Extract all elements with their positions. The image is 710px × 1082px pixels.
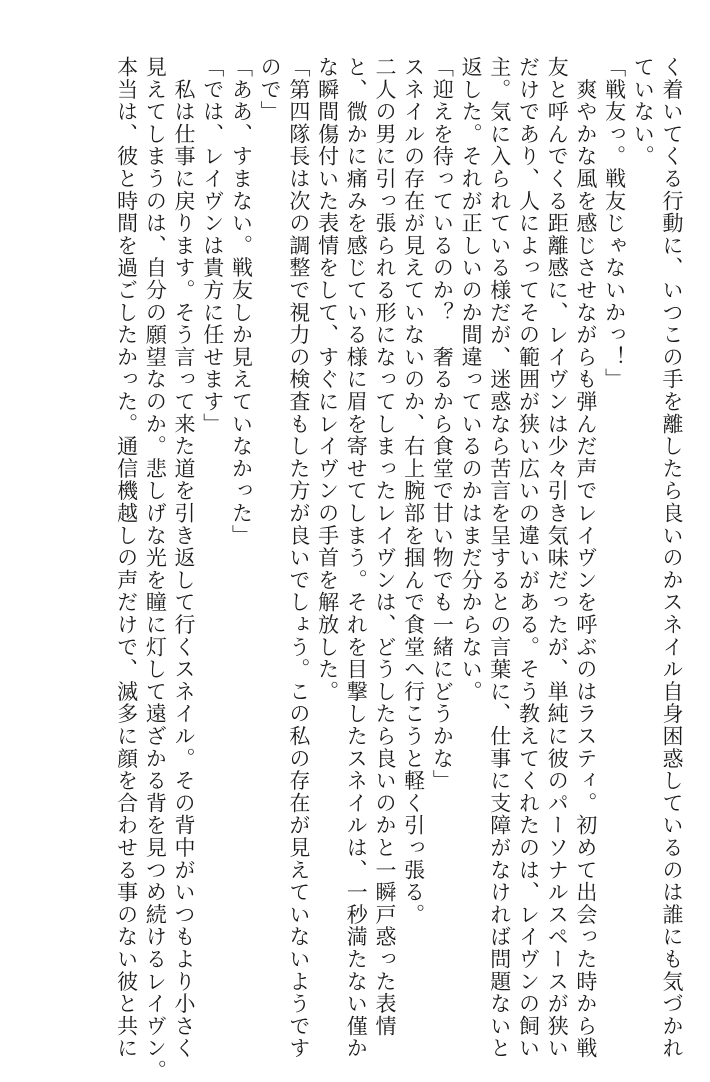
text-line: 見えてしまうのは、自分の願望なのか。悲しげな光を瞳に灯して遠ざかる背を見つめ続けるレイヴン。 <box>143 56 168 1082</box>
text-line: 「戦友っ。戦友じゃないかっ！」 <box>602 56 627 391</box>
text-line: 主。気に入られている様だが、迷惑なら苦言を呈するとの言葉に、仕事に支障がなければ問題ないと <box>487 56 512 1060</box>
text-line: 私は仕事に戻ります。そう言って来た道を引き返して行くスネイル。その背中がいつもより小さく <box>172 56 197 1060</box>
text-line: スネイルの存在が見えていないのか、右上腕部を掴んで食堂へ行こうと軽く引っ張る。 <box>401 56 426 926</box>
body-text <box>112 56 686 1082</box>
text-line: と、微かに痛みを感じている様に眉を寄せてしまう。それを目撃したスネイルは、一秒満たない僅か <box>344 56 369 1060</box>
text-line: ので」 <box>258 56 283 123</box>
text-line: だけであり、人によってその範囲が狭い広いの違いがある。そう教えてくれたのは、レイヴンの飼い <box>516 56 541 1060</box>
text-line: ていない。 <box>631 56 656 168</box>
text-line: 二人の男に引っ張られる形になってしまったレイヴンは、どうしたら良いのかと一瞬戸惑った表情 <box>372 56 397 1038</box>
text-line: 爽やかな風を感じさせながらも弾んだ声でレイヴンを呼ぶのはラスティ。初めて出会った時から戦 <box>573 56 598 1060</box>
text-line: 「ああ、すまない。戦友しか見えていなかった」 <box>229 56 254 547</box>
text-line: 友と呼んでくる距離感に、レイヴンは少々引き気味だったが、単純に彼のパーソナルスペースが狭い <box>545 56 570 1060</box>
text-line: 「第四隊長は次の調整で視力の検査もした方が良いでしょう。この私の存在が見えていないようです <box>286 56 311 1060</box>
text-line: 「迎えを待っているのか？ 奢るから食堂で甘い物でも一緒にどうかな」 <box>430 56 455 792</box>
text-line: 本当は、彼と時間を過ごしたかった。通信機越しの声だけで、滅多に顔を合わせる事のない彼と共に <box>114 56 139 1060</box>
text-line: く着いてくる行動に、いつこの手を離したら良いのかスネイル自身困惑しているのは誰にも気づかれ <box>660 56 684 1060</box>
text-line: 「では、レイヴンは貴方に任せます」 <box>200 56 225 436</box>
text-line: 返した。それが正しいのか間違っているのかはまだ分からない。 <box>459 56 484 703</box>
text-line: な瞬間傷付いた表情をして、すぐにレイヴンの手首を解放した。 <box>315 56 340 703</box>
